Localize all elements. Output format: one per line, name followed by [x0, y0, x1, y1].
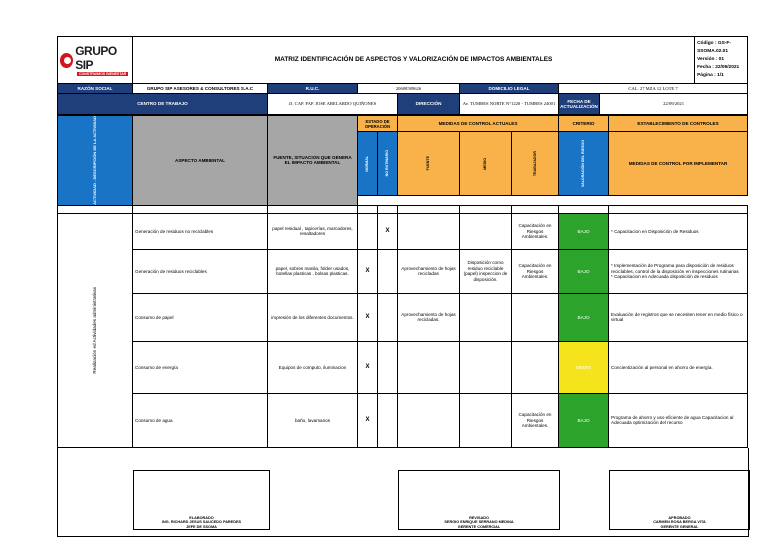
brand-logo-icon — [60, 53, 73, 68]
razon-social-label: RAZÓN SOCIAL — [58, 84, 133, 94]
doc-version: Versión : 01 — [697, 56, 725, 62]
signature-name: CARMEN ROSA BERGA VITA — [653, 520, 706, 525]
signature-elaborado — [133, 470, 270, 530]
medida-medio-cell — [460, 393, 512, 447]
fecha-cell — [559, 94, 748, 115]
signature-name: ING. RICHARD JESUS SAUCEDO PAREDES — [161, 520, 242, 525]
fuente-cell: baño, lavamanos — [268, 393, 358, 447]
centro-trabajo-label: CENTRO DE TRABAJO — [58, 94, 268, 115]
actividad-header: ACTIVIDAD - DESCRIPCIÓN DE LA ACTIVIDAD — [58, 116, 133, 206]
aspecto-cell: Generación de residuos reciclables — [133, 249, 268, 293]
medida-trabajador-header: TRABAJADOR — [512, 132, 559, 195]
medidas-header: MEDIDAS DE CONTROL ACTUALES — [398, 116, 559, 132]
no-rutinario-cell: X — [378, 213, 398, 249]
fuente-cell: papel residual , tapicerías, marcadores, resaltadores — [268, 213, 358, 249]
signature-revisado — [398, 470, 560, 530]
valoracion-cell: BAJO — [559, 393, 609, 447]
medida-medio-header: MEDIO — [460, 132, 512, 195]
no-rutinario-cell — [378, 341, 398, 393]
medida-fuente-cell: Aprovechamiento de hojas recicladas — [398, 249, 460, 293]
table-row — [58, 341, 748, 393]
fecha-value: 22/09/2021 — [663, 101, 685, 107]
medida-trabajador-cell: Capacitación en Riesgos Ambientales. — [512, 393, 559, 447]
aspecto-cell: Consumo de papel — [133, 293, 268, 341]
brand-tagline: CONSTRUIMOS BIENESTAR — [79, 72, 127, 77]
document-info — [695, 37, 748, 84]
direccion-value: Av. TUMBES NORTE N°1220 - TUMBES 24001 — [460, 94, 559, 115]
medida-trabajador-cell: Capacitación en Riesgos Ambientales. — [512, 249, 559, 293]
medida-medio-cell — [460, 213, 512, 249]
no-rutinario-cell — [378, 393, 398, 447]
brand-name: GRUPO SIP — [75, 43, 117, 72]
valoracion-cell: MEDIO — [559, 341, 609, 393]
valoracion-cell: BAJO — [559, 293, 609, 341]
table-row — [58, 293, 748, 341]
normal-header: NORMAL — [358, 132, 378, 195]
signature-area — [57, 448, 749, 537]
medida-medio-cell — [460, 293, 512, 341]
fuente-header: FUENTE, SITUACION QUE GENERA EL IMPACTO AMBIENTAL — [268, 116, 358, 206]
control-cell: * Capacitacion en Disposición de Residuos — [609, 213, 748, 249]
normal-cell — [358, 213, 378, 249]
medida-fuente-cell — [398, 393, 460, 447]
normal-cell: X — [358, 393, 378, 447]
domicilio-label: DOMICILIO LEGAL — [460, 84, 559, 94]
fuente-cell: papel, sobres manila, folder usados, botellas plasticas , bolsas plasticas. — [268, 249, 358, 293]
signature-role: REVISADO — [469, 516, 489, 521]
aspecto-cell: Consumo de energía — [133, 341, 268, 393]
aspecto-cell: Generación de residuos no reciclables — [133, 213, 268, 249]
normal-cell: X — [358, 249, 378, 293]
brand-logo — [60, 44, 130, 77]
valoracion-cell: BAJO — [559, 213, 609, 249]
control-cell: Evaluación de registros que se necesiten tener en medio físico o virtual — [609, 293, 748, 341]
signature-position: GERENTE GENERAL — [660, 524, 699, 529]
doc-date: Fecha : 22/09/2021 — [697, 65, 740, 71]
table-row — [58, 249, 748, 293]
aspects-table — [57, 115, 748, 448]
doc-page: Página : 1/1 — [697, 73, 724, 79]
domicilio-value: CAL. 27 MZA 12 LOTE 7 — [559, 84, 748, 94]
control-cell: Concientización al personal en ahorro de energía. — [609, 341, 748, 393]
activity-cell: Realización ed Actividades administrativas — [58, 213, 133, 447]
medida-medio-cell: Disposición como residuo reciclable (papel) inspeccion de disposición. — [460, 249, 512, 293]
medida-trabajador-cell — [512, 293, 559, 341]
table-row — [58, 213, 748, 249]
header-table — [57, 36, 748, 115]
signature-aprobado — [609, 470, 750, 530]
normal-cell: X — [358, 293, 378, 341]
medida-fuente-cell: Aprovechamiento de hojas recicladas. — [398, 293, 460, 341]
no-rutinario-cell — [378, 249, 398, 293]
medidas-implementar-header: MEDIDAS DE CONTROL POR IMPLEMENTAR — [609, 132, 748, 195]
razon-social-value: GRUPO SIP ASESORES & CONSULTORES S.A.C — [133, 84, 268, 94]
no-rutinario-cell — [378, 293, 398, 341]
signature-role: APROBADO — [668, 516, 691, 521]
signature-name: SERGIO ENRIQUE SERRANO MEDINA — [444, 520, 514, 525]
medida-fuente-header: FUENTE — [398, 132, 460, 195]
signature-position: JEFE DE SSOMA — [186, 524, 217, 529]
establecimiento-header: ESTABLECIMIENTO DE CONTROLES — [609, 116, 748, 132]
ruc-value: 20608589626 — [358, 84, 460, 94]
logo-cell — [58, 37, 133, 84]
ruc-label: R.U.C. — [268, 84, 358, 94]
aspecto-header: ASPECTO AMBIENTAL — [133, 116, 268, 206]
page-title: MATRIZ IDENTIFICACIÓN DE ASPECTOS Y VALORIZACIÓN DE IMPACTOS AMBIENTALES — [133, 37, 695, 84]
valoracion-header: VALORACIÓN DEL RIESGO — [559, 132, 609, 195]
table-row — [58, 393, 748, 447]
doc-code: Código : GS-F-SSOMA.02.01 — [697, 40, 731, 54]
medida-medio-cell — [460, 341, 512, 393]
valoracion-cell: BAJO — [559, 249, 609, 293]
normal-cell: X — [358, 341, 378, 393]
matrix-sheet — [57, 36, 747, 537]
signature-role: ELABORADO — [189, 516, 214, 521]
medida-fuente-cell — [398, 341, 460, 393]
centro-trabajo-value: JJ. CAP. FAP. JOSE ABELARDO QUIÑONES — [268, 94, 398, 115]
control-cell: Programa de ahorro y uso eficiente de agua Capacitacion al Adecuada optimización del recurso — [609, 393, 748, 447]
medida-trabajador-cell: Capacitación en Riesgos Ambientales. — [512, 213, 559, 249]
aspecto-cell: Consumo de agua — [133, 393, 268, 447]
estado-header: ESTADO DE OPERACIÓN — [358, 116, 398, 132]
medida-fuente-cell — [398, 213, 460, 249]
criterio-header: CRITERIO — [559, 116, 609, 132]
direccion-label: DIRECCIÓN — [398, 94, 460, 115]
control-cell: * Implementación de Programa para disposición de residuos reciclables, control de la disposición en inspecciones rutinarias * Capacitacion en Adecuada disposición de residuos — [609, 249, 748, 293]
fuente-cell: Equipos de computo, iluminacion — [268, 341, 358, 393]
medida-trabajador-cell — [512, 341, 559, 393]
signature-position: GERENTE COMERCIAL — [457, 524, 501, 529]
fecha-label: FECHA DE ACTUALIZACIÓN — [559, 94, 600, 114]
no-rutinario-header: NO RUTINARIO — [378, 132, 398, 195]
fuente-cell: impresión de los diferentes documentos. — [268, 293, 358, 341]
spacer-row — [58, 205, 748, 213]
